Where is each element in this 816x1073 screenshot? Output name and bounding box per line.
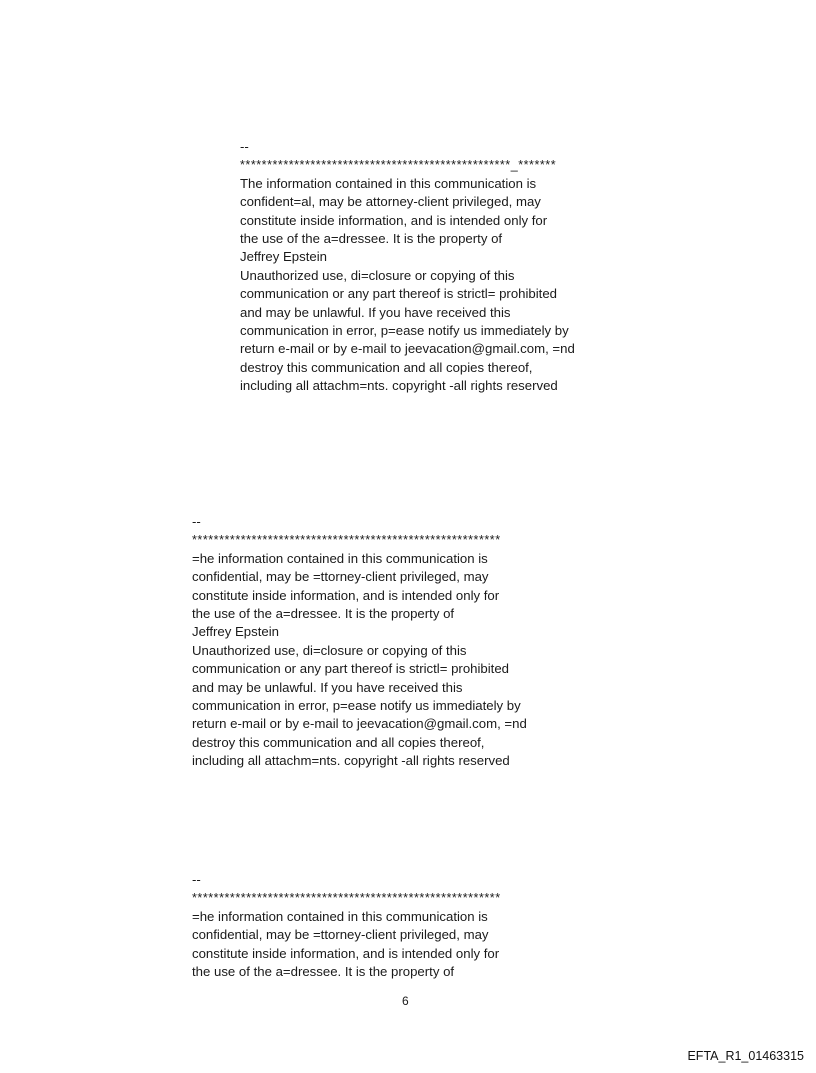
document-id: EFTA_R1_01463315 <box>687 1049 804 1063</box>
disclaimer-line: including all attachm=nts. copyright -all rights reserved <box>192 753 510 769</box>
disclaimer-line: destroy this communication and all copies thereof, <box>192 734 485 750</box>
disclaimer-line: =he information contained in this communication is <box>192 550 488 566</box>
disclaimer-line: including all attachm=nts. copyright -all rights reserved <box>240 378 558 394</box>
disclaimer-line: Jeffrey Epstein <box>240 249 327 265</box>
disclaimer-line: return e-mail or by e-mail to jeevacation@gmail.com, =nd <box>240 341 575 357</box>
disclaimer-line: communication or any part thereof is strictl= prohibited <box>192 661 510 677</box>
disclaimer-line: Unauthorized use, di=closure or copying of this <box>192 642 467 658</box>
disclaimer-line: communication or any part thereof is strictl= prohibited <box>240 286 558 302</box>
separator-asterisks: **************************************************_******* <box>240 158 557 173</box>
disclaimer-line: the use of the a=dressee. It is the property of <box>192 964 455 980</box>
disclaimer-line: confidential, may be =ttorney-client privileged, may <box>192 927 489 943</box>
disclaimer-line: confident=al, may be attorney-client privileged, may <box>240 194 541 210</box>
disclaimer-line: return e-mail or by e-mail to jeevacation@gmail.com, =nd <box>192 716 527 732</box>
disclaimer-line: constitute inside information, and is intended only for <box>192 945 500 961</box>
disclaimer-line: constitute inside information, and is intended only for <box>192 587 500 603</box>
disclaimer-line: The information contained in this communication is <box>240 175 537 191</box>
separator-dashes: -- <box>240 139 249 154</box>
disclaimer-line: and may be unlawful. If you have received this <box>240 304 511 320</box>
page-number: 6 <box>402 994 409 1008</box>
disclaimer-line: destroy this communication and all copies thereof, <box>240 359 533 375</box>
separator-dashes: -- <box>192 514 201 529</box>
disclaimer-block-3 <box>192 871 501 981</box>
disclaimer-line: Unauthorized use, di=closure or copying of this <box>240 267 515 283</box>
separator-asterisks: ********************************************************* <box>192 891 501 906</box>
disclaimer-line: confidential, may be =ttorney-client privileged, may <box>192 569 489 585</box>
separator-dashes: -- <box>192 872 201 887</box>
disclaimer-line: =he information contained in this communication is <box>192 908 488 924</box>
disclaimer-line: and may be unlawful. If you have received this <box>192 679 463 695</box>
disclaimer-line: Jeffrey Epstein <box>192 624 279 640</box>
disclaimer-line: constitute inside information, and is intended only for <box>240 212 548 228</box>
disclaimer-line: the use of the a=dressee. It is the property of <box>192 606 455 622</box>
disclaimer-block-2 <box>192 513 527 771</box>
disclaimer-line: communication in error, p=ease notify us immediately by <box>240 323 569 339</box>
disclaimer-block-1 <box>240 138 575 396</box>
disclaimer-line: the use of the a=dressee. It is the property of <box>240 231 503 247</box>
separator-asterisks: ********************************************************* <box>192 533 501 548</box>
disclaimer-line: communication in error, p=ease notify us immediately by <box>192 698 521 714</box>
